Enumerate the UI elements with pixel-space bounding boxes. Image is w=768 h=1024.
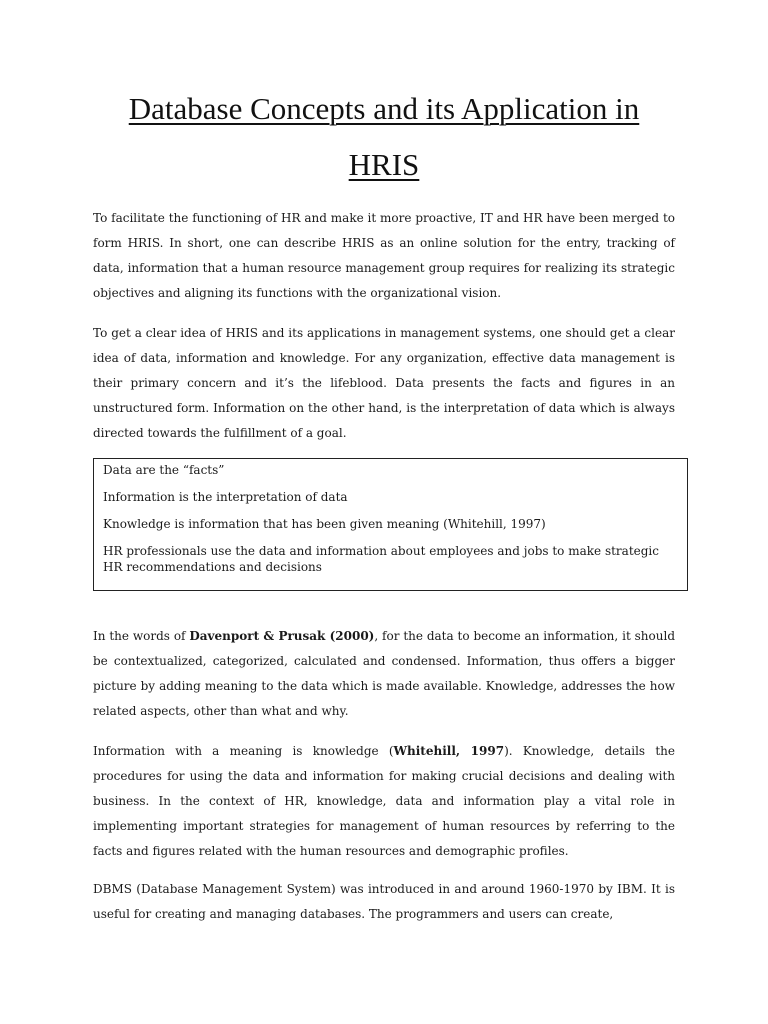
definitions-box — [93, 458, 688, 591]
paragraph-text: In the words of — [93, 629, 190, 643]
paragraph-whitehill — [93, 739, 675, 864]
paragraph-text: Information with a meaning is knowledge ( — [93, 744, 394, 758]
definition-knowledge: Knowledge is information that has been given meaning (Whitehill, 1997) — [103, 517, 546, 531]
citation-davenport-prusak: Davenport & Prusak (2000) — [189, 629, 375, 643]
citation-whitehill: Whitehill, 1997 — [393, 744, 505, 758]
paragraph-data-information-knowledge: To get a clear idea of HRIS and its applications in management systems, one should get a clear idea of data, information and knowledge. For any organization, effective data management is their primary concern and it’s the lifeblood. Data presents the facts and figures in an unstructured form. Information on the other hand, is the interpretation of data which is always directed towards the fulfillment of a goal. — [93, 326, 675, 440]
document-title-line-1: Database Concepts and its Application in — [128, 91, 640, 126]
document-title-line-2: HRIS — [348, 147, 420, 182]
definition-data: Data are the “facts” — [103, 463, 225, 477]
definition-information: Information is the interpretation of data — [103, 490, 348, 504]
paragraph-text: , for the data to become an information, it should be contextualized, categorized, calculated and condensed. Information, thus offers a bigger picture by adding meaning to the data which is made available. Knowledge, addresses the how related aspects, other than what and why. — [93, 629, 675, 718]
paragraph-davenport-prusak — [93, 624, 675, 724]
paragraph-dbms: DBMS (Database Management System) was introduced in and around 1960-1970 by IBM. It is useful for creating and managing databases. The programmers and users can create, — [93, 882, 675, 921]
definition-hr-professionals: HR professionals use the data and information about employees and jobs to make strategic HR recommendations and decisions — [103, 544, 659, 574]
paragraph-hris-intro: To facilitate the functioning of HR and make it more proactive, IT and HR have been merged to form HRIS. In short, one can describe HRIS as an online solution for the entry, tracking of data, information that a human resource management group requires for realizing its strategic objectives and aligning its functions with the organizational vision. — [93, 211, 675, 300]
paragraph-text: ). Knowledge, details the procedures for using the data and information for making crucial decisions and dealing with business. In the context of HR, knowledge, data and information play a vital role in implementing important strategies for management of human resources by referring to the facts and figures related with the human resources and demographic profiles. — [93, 744, 675, 858]
